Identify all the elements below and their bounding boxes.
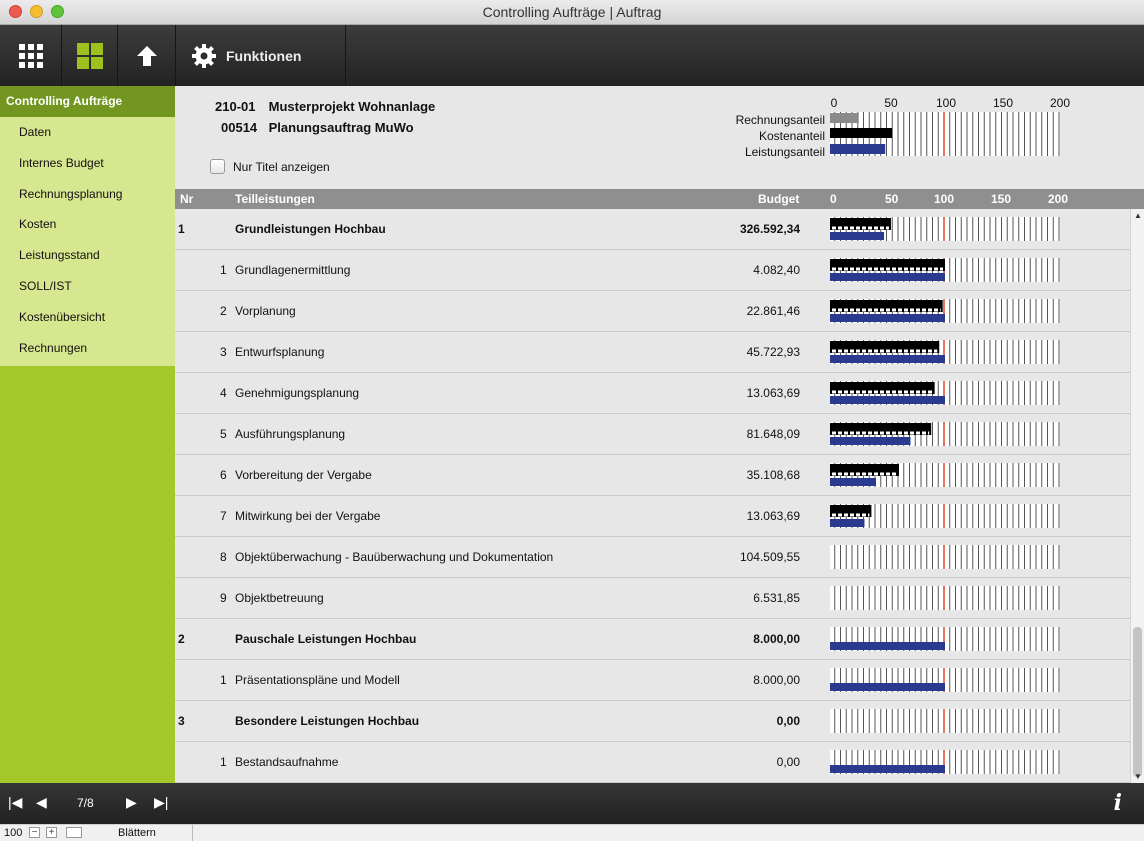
- sidebar: [0, 86, 175, 783]
- vertical-scrollbar[interactable]: [1130, 209, 1144, 783]
- footer-navigation: [0, 783, 1144, 824]
- leistungsanteil-bar: [830, 519, 865, 527]
- row-progress-bars: [830, 461, 1070, 491]
- row-name: Pauschale Leistungen Hochbau: [235, 632, 417, 646]
- chart-background: [830, 586, 1060, 610]
- legend-scale-0: 0: [830, 96, 838, 110]
- row-progress-bars: [830, 379, 1070, 409]
- col-scale-200: 200: [1048, 192, 1069, 206]
- row-nr: 8: [220, 550, 227, 564]
- row-progress-bars: [830, 338, 1070, 368]
- row-budget: 0,00: [776, 714, 800, 728]
- sidebar-item-rechnungen[interactable]: Rechnungen: [19, 340, 88, 355]
- row-nr: 1: [220, 263, 227, 277]
- project-code: 210-01: [215, 99, 256, 114]
- legend-scale-200: 200: [1049, 96, 1071, 110]
- col-scale-50: 50: [885, 192, 899, 206]
- legend: [175, 86, 1144, 189]
- leistungsanteil-bar: [830, 642, 945, 650]
- table-row[interactable]: [175, 414, 1130, 455]
- row-name: Vorbereitung der Vergabe: [235, 468, 372, 482]
- legend-kostenanteil: Kostenanteil: [758, 129, 825, 143]
- legend-rechnungsanteil: Rechnungsanteil: [735, 113, 825, 127]
- browse-mode: Blättern: [118, 827, 156, 839]
- table-body: [175, 209, 1130, 783]
- row-progress-bars: [830, 420, 1070, 450]
- legend-leistungsanteil: Leistungsanteil: [744, 145, 825, 159]
- table-row[interactable]: [175, 332, 1130, 373]
- row-progress-bars: [830, 256, 1070, 286]
- row-name: Mitwirkung bei der Vergabe: [235, 509, 381, 523]
- sidebar-header[interactable]: Controlling Aufträge: [0, 86, 175, 117]
- record-pager: 7/8: [77, 796, 94, 810]
- grid-icon: [19, 44, 43, 68]
- chart-background: [830, 545, 1060, 569]
- zoom-level: 100: [4, 827, 23, 839]
- leistungsanteil-bar: [830, 478, 876, 486]
- row-budget: 8.000,00: [753, 673, 800, 687]
- row-nr: 2: [178, 632, 185, 646]
- row-nr: 1: [220, 755, 227, 769]
- row-progress-bars: [830, 215, 1070, 245]
- row-budget: 81.648,09: [746, 427, 800, 441]
- status-bar: [0, 824, 1144, 841]
- scroll-up-icon[interactable]: ▲: [1134, 211, 1142, 220]
- sidebar-item-kostenuebersicht[interactable]: Kostenübersicht: [19, 309, 106, 324]
- table-row[interactable]: [175, 373, 1130, 414]
- legend-kostenanteil-bar: [830, 128, 892, 138]
- functions-button[interactable]: [176, 25, 346, 86]
- table-row[interactable]: [175, 250, 1130, 291]
- leistungsanteil-bar: [830, 355, 945, 363]
- table-row[interactable]: [175, 701, 1130, 742]
- leistungsanteil-bar: [830, 437, 911, 445]
- row-name: Grundleistungen Hochbau: [235, 222, 386, 236]
- row-progress-bars: [830, 666, 1070, 696]
- col-scale-0: 0: [830, 192, 837, 206]
- row-name: Genehmigungsplanung: [235, 386, 360, 400]
- row-budget: 13.063,69: [746, 386, 800, 400]
- row-name: Ausführungsplanung: [235, 427, 346, 441]
- sidebar-item-kosten[interactable]: Kosten: [19, 217, 57, 232]
- first-record-icon[interactable]: |◀: [8, 794, 23, 810]
- row-budget: 0,00: [776, 755, 800, 769]
- table-header: [175, 189, 1144, 209]
- legend-scale-150: 150: [992, 96, 1014, 110]
- col-scale-100: 100: [934, 192, 955, 206]
- order-code: 00514: [221, 120, 258, 135]
- layout-icon: [77, 43, 103, 69]
- row-budget: 45.722,93: [746, 345, 800, 359]
- row-nr: 5: [220, 427, 227, 441]
- row-budget: 4.082,40: [753, 263, 800, 277]
- order-header: [175, 86, 1144, 189]
- row-progress-bars: [830, 502, 1070, 532]
- up-button[interactable]: [118, 25, 176, 86]
- arrow-up-icon: [136, 45, 158, 67]
- leistungsanteil-bar: [830, 273, 945, 281]
- row-budget: 326.592,34: [739, 222, 800, 236]
- sidebar-list: [0, 117, 175, 366]
- col-teilleistungen[interactable]: Teilleistungen: [235, 192, 315, 206]
- row-budget: 35.108,68: [746, 468, 800, 482]
- status-separator: [192, 825, 193, 841]
- row-name: Grundlagenermittlung: [235, 263, 351, 277]
- leistungsanteil-bar: [830, 232, 884, 240]
- titles-only-label: Nur Titel anzeigen: [233, 160, 330, 174]
- toggle-toolbar-icon[interactable]: [66, 827, 82, 838]
- row-name: Objektbetreuung: [235, 591, 324, 605]
- row-name: Entwurfsplanung: [235, 345, 325, 359]
- gear-icon: [192, 44, 216, 68]
- info-icon[interactable]: i: [1113, 790, 1122, 816]
- row-budget: 6.531,85: [753, 591, 800, 605]
- title-bar: [0, 0, 1144, 25]
- overview-button[interactable]: [0, 25, 62, 86]
- row-nr: 2: [220, 304, 227, 318]
- col-nr[interactable]: Nr: [180, 192, 194, 206]
- row-nr: 9: [220, 591, 227, 605]
- row-nr: 7: [220, 509, 227, 523]
- row-progress-bars: [830, 748, 1070, 778]
- legend-leistungsanteil-bar: [830, 144, 885, 154]
- row-nr: 4: [220, 386, 227, 400]
- row-budget: 104.509,55: [739, 550, 800, 564]
- sidebar-item-daten[interactable]: Daten: [19, 125, 52, 139]
- table-row[interactable]: [175, 496, 1130, 537]
- row-nr: 3: [220, 345, 227, 359]
- row-name: Vorplanung: [235, 304, 296, 318]
- scroll-down-icon[interactable]: ▼: [1134, 772, 1142, 781]
- table-row[interactable]: [175, 578, 1130, 619]
- row-budget: 22.861,46: [746, 304, 800, 318]
- legend-bar-chart: [830, 112, 1070, 160]
- table-row[interactable]: [175, 619, 1130, 660]
- row-nr: 3: [178, 714, 185, 728]
- table-row[interactable]: [175, 742, 1130, 783]
- row-progress-bars: [830, 584, 1070, 614]
- order-name: Planungsauftrag MuWo: [268, 120, 414, 135]
- row-nr: 6: [220, 468, 227, 482]
- last-record-icon[interactable]: ▶|: [154, 794, 169, 810]
- zoom-in-icon[interactable]: +: [46, 827, 57, 838]
- row-nr: 1: [178, 222, 185, 236]
- functions-label: Funktionen: [226, 47, 302, 64]
- table-row[interactable]: [175, 537, 1130, 578]
- row-name: Präsentationspläne und Modell: [235, 673, 400, 687]
- row-budget: 8.000,00: [753, 632, 800, 646]
- previous-record-icon[interactable]: ◀: [36, 794, 47, 810]
- sidebar-item-soll-ist[interactable]: SOLL/IST: [19, 278, 72, 293]
- row-progress-bars: [830, 707, 1070, 737]
- layout-button[interactable]: [62, 25, 118, 86]
- chart-background: [830, 709, 1060, 733]
- leistungsanteil-bar: [830, 683, 945, 691]
- table-row[interactable]: [175, 455, 1130, 496]
- row-progress-bars: [830, 297, 1070, 327]
- row-progress-bars: [830, 543, 1070, 573]
- table-row[interactable]: [175, 291, 1130, 332]
- row-name: Besondere Leistungen Hochbau: [235, 714, 420, 728]
- sidebar-item-rechnungsplanung[interactable]: Rechnungsplanung: [19, 186, 123, 201]
- next-record-icon[interactable]: ▶: [126, 794, 137, 810]
- row-name: Bestandsaufnahme: [235, 755, 339, 769]
- window-title: Controlling Aufträge | Auftrag: [482, 4, 662, 20]
- project-name: Musterprojekt Wohnanlage: [268, 99, 436, 114]
- table-row[interactable]: [175, 209, 1130, 250]
- row-name: Objektüberwachung - Bauüberwachung und Dokumentation: [235, 550, 554, 564]
- sidebar-item-leistungsstand[interactable]: Leistungsstand: [19, 248, 100, 263]
- legend-scale-100: 100: [935, 96, 957, 110]
- leistungsanteil-bar: [830, 765, 945, 773]
- row-progress-bars: [830, 625, 1070, 655]
- leistungsanteil-bar: [830, 314, 945, 322]
- col-budget[interactable]: Budget: [758, 192, 800, 206]
- legend-scale-50: 50: [884, 96, 898, 110]
- sidebar-item-internes-budget[interactable]: Internes Budget: [19, 155, 104, 170]
- row-nr: 1: [220, 673, 227, 687]
- legend-rechnungsanteil-bar: [830, 113, 859, 123]
- zoom-out-icon[interactable]: −: [29, 827, 40, 838]
- leistungsanteil-bar: [830, 396, 945, 404]
- table-row[interactable]: [175, 660, 1130, 701]
- toolbar: [0, 25, 1144, 86]
- row-budget: 13.063,69: [746, 509, 800, 523]
- col-scale-150: 150: [991, 192, 1012, 206]
- scroll-thumb[interactable]: [1133, 627, 1142, 777]
